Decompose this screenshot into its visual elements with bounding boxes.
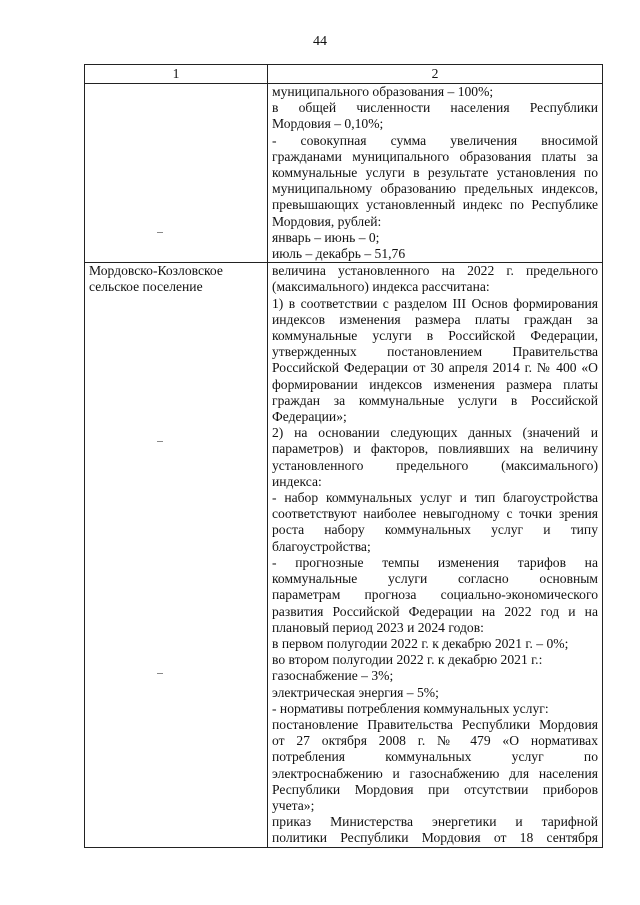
text-line: электрическая энергия – 5%; xyxy=(272,684,439,700)
description-cell xyxy=(268,84,603,263)
text-line: роста набору коммунальных услуг и типу xyxy=(272,522,598,538)
scan-mark xyxy=(157,232,163,233)
header-cell-2: 2 xyxy=(268,65,603,84)
text-line: газоснабжение – 3%; xyxy=(272,668,394,684)
header-cell-1: 1 xyxy=(85,65,268,84)
text-line: соответствуют наиболее невыгодному с точки зрения xyxy=(272,506,598,522)
text-line: утвержденных постановлением Правительства xyxy=(272,344,598,360)
text-line: Федерации»; xyxy=(272,409,347,425)
text-line: индекса: xyxy=(272,473,322,489)
text-line: коммунальные услуги в результате установления по xyxy=(272,165,598,181)
text-line: в первом полугодии 2022 г. к декабрю 2021 г. – 0%; xyxy=(272,635,569,651)
text-line: от 27 октября 2008 г. № 479 «О нормативах xyxy=(272,733,598,749)
table-row xyxy=(85,84,603,263)
text-line: электроснабжению и газоснабжению для населения xyxy=(272,765,598,781)
text-line: муниципальному образованию предельных индексов, xyxy=(272,181,598,197)
text-line: развития Российской Федерации на 2022 год и на xyxy=(272,603,598,619)
scan-mark xyxy=(157,673,163,674)
text-line: июль – декабрь – 51,76 xyxy=(272,246,406,262)
text-line: постановление Правительства Республики Мордовия xyxy=(272,716,598,732)
text-line: - совокупная сумма увеличения вносимой xyxy=(272,132,598,148)
text-line: формировании индексов изменения размера платы xyxy=(272,376,598,392)
municipality-name-line: Мордовско-Козловское xyxy=(89,263,223,279)
text-line: превышающих установленный индекс по Республике xyxy=(272,197,598,213)
text-line: граждан за коммунальные услуги в Российской xyxy=(272,392,598,408)
text-line: - набор коммунальных услуг и тип благоустройства xyxy=(272,490,598,506)
scan-mark xyxy=(157,441,163,442)
text-line: - нормативы потребления коммунальных услуг: xyxy=(272,700,549,716)
text-line: параметрам прогноза социально-экономического xyxy=(272,587,598,603)
text-line: Российской Федерации от 30 апреля 2014 г. № 400 «О xyxy=(272,360,598,376)
text-line: Мордовия, рублей: xyxy=(272,213,382,229)
page-number: 44 xyxy=(313,34,327,49)
municipality-cell xyxy=(85,263,268,847)
text-line: во втором полугодии 2022 г. к декабрю 2021 г.: xyxy=(272,652,543,668)
text-line: - прогнозные темпы изменения тарифов на xyxy=(272,554,598,570)
municipality-name-line: сельское поселение xyxy=(89,279,203,295)
text-line: величина установленного на 2022 г. предельного xyxy=(272,263,598,279)
text-line: коммунальные услуги согласно основным xyxy=(272,571,598,587)
text-line: 1) в соответствии с разделом III Основ формирования xyxy=(272,295,598,311)
text-line: муниципального образования – 100%; xyxy=(272,84,494,99)
text-line: (максимального) индекса рассчитана: xyxy=(272,279,490,295)
text-line: Мордовия – 0,10%; xyxy=(272,116,384,132)
text-line: благоустройства; xyxy=(272,538,371,554)
municipality-cell xyxy=(85,84,268,263)
text-line: параметров) и факторов, повлиявших на величину xyxy=(272,441,598,457)
text-line: в общей численности населения Республики xyxy=(272,100,598,116)
text-line: установленного предельного (максимального) xyxy=(272,457,598,473)
text-line: коммунальные услуги в Российской Федерации, xyxy=(272,328,598,344)
data-table xyxy=(84,64,603,848)
text-line: гражданами муниципального образования платы за xyxy=(272,148,598,164)
text-line: политики Республики Мордовия от 18 сентября xyxy=(272,830,598,846)
description-cell xyxy=(268,263,603,847)
table-header-row xyxy=(85,65,603,84)
text-line: 2) на основании следующих данных (значений и xyxy=(272,425,598,441)
text-line: индексов изменения размера платы граждан за xyxy=(272,311,598,327)
table-row xyxy=(85,263,603,847)
text-line: январь – июнь – 0; xyxy=(272,229,380,245)
text-line: Республики Мордовия при отсутствии приборов xyxy=(272,781,598,797)
text-line: потребления коммунальных услуг по xyxy=(272,749,598,765)
text-line: плановый период 2023 и 2024 годов: xyxy=(272,619,484,635)
text-line: приказ Министерства энергетики и тарифной xyxy=(272,814,598,830)
text-line: учета»; xyxy=(272,797,315,813)
